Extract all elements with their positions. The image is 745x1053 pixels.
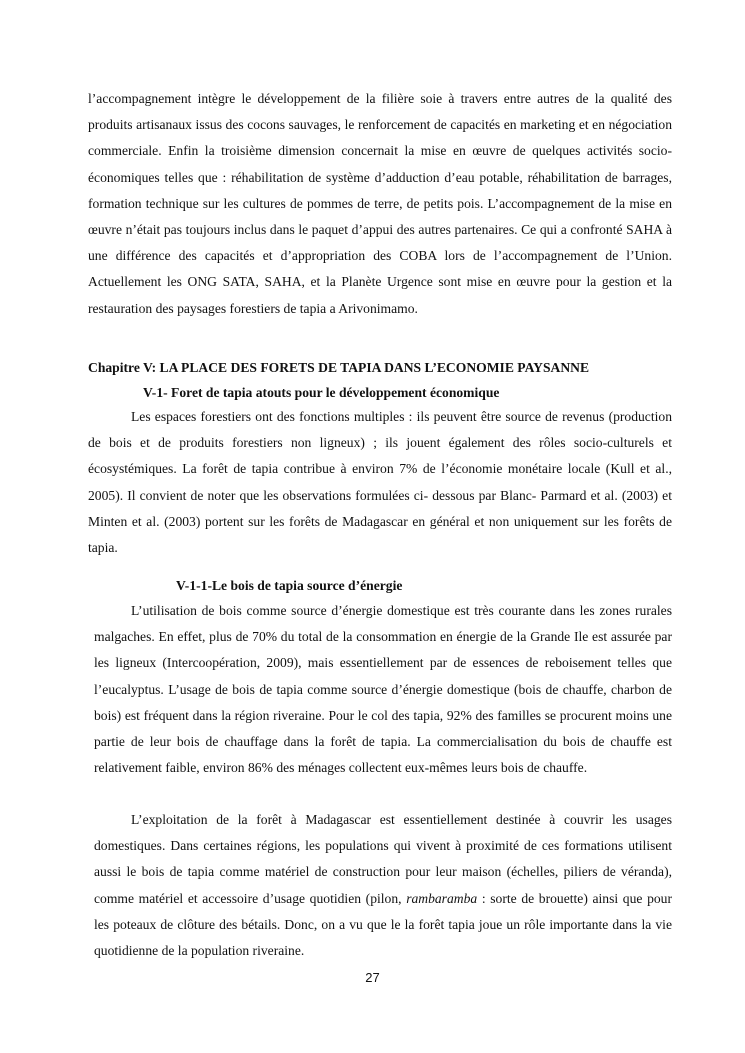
subsection-heading: V-1-1-Le bois de tapia source d’énergie bbox=[176, 578, 403, 593]
paragraph-accompagnement: l’accompagnement intègre le développement de la filière soie à travers entre autres de la qualité des produits artisanaux issus des cocons sauvages, le renforcement de capacités en marketing et en négociation commerciale. Enfin la troisième dimension concernait la mise en œuvre de quelques activités socio-économiques telles que : réhabilitation de système d’adduction d’eau potable, réhabilitation de barrages, formation technique sur les cultures de pommes de terre, de petits pois. L’accompagnement de la mise en œuvre n’était pas toujours inclus dans le paquet d’appui des autres partenaires. Ce qui a confronté SAHA à une différence des capacités et d’appropriation des COBA lors de l’accompagnement de l’Union. Actuellement les ONG SATA, SAHA, et la Planète Urgence sont mise en œuvre pour la gestion et la restauration des paysages forestiers de tapia a Arivonimamo. bbox=[88, 91, 672, 316]
paragraph-bois-energie: L’utilisation de bois comme source d’énergie domestique est très courante dans les zones rurales malgaches. En effet, plus de 70% du total de la consommation en énergie de la Grande Ile est assurée par les ligneux (Intercoopération, 2009), mais essentiellement par de essences de reboisement telles que l’eucalyptus. L’usage de bois de tapia comme source d’énergie domestique (bois de chauffe, charbon de bois) est fréquent dans la région riveraine. Pour le col des tapia, 92% des familles se procurent moins une partie de leur bois de chauffage dans la forêt de tapia. La commercialisation du bois de chauffe est relativement faible, environ 86% des ménages collectent eux-mêmes leurs bois de chauffe. bbox=[94, 603, 672, 776]
paragraph-text-end: : sorte de brouette) ainsi que pour les poteaux de clôture des bétails. Donc, on a vu que le la forêt tapia joue un rôle importante dans la vie quotidienne de la population riveraine. bbox=[94, 890, 672, 959]
section-heading: V-1- Foret de tapia atouts pour le développement économique bbox=[143, 385, 500, 400]
paragraph-exploitation-foret bbox=[94, 807, 672, 964]
paragraph-espaces-forestiers: Les espaces forestiers ont des fonctions multiples : ils peuvent être source de revenus (production de bois et de produits forestiers non ligneux) ; ils jouent également des rôles socio-culturels et écosystémiques. La forêt de tapia contribue à environ 7% de l’économie monétaire locale (Kull et al., 2005). Il convient de noter que les observations formulées ci- dessous par Blanc- Parmard et al. (2003) et Minten et al. (2003) portent sur les forêts de Madagascar en général et non uniquement sur les forêts de tapia. bbox=[88, 409, 672, 556]
page-number: 27 bbox=[365, 970, 380, 985]
paragraph-text-start: L’exploitation de la forêt à Madagascar est essentiellement destinée à couvrir les usages domestiques. Dans certaines régions, les populations qui vivent à proximité de ces formations utilisent aussi le bois de tapia comme matériel de construction pour leur maison (échelles, piliers de véranda), comme matériel et accessoire d’usage quotidien (pilon, bbox=[94, 812, 672, 906]
italic-term-rambaramba: rambaramba bbox=[406, 890, 478, 906]
chapter-heading: Chapitre V: LA PLACE DES FORETS DE TAPIA DANS L’ECONOMIE PAYSANNE bbox=[88, 360, 590, 375]
